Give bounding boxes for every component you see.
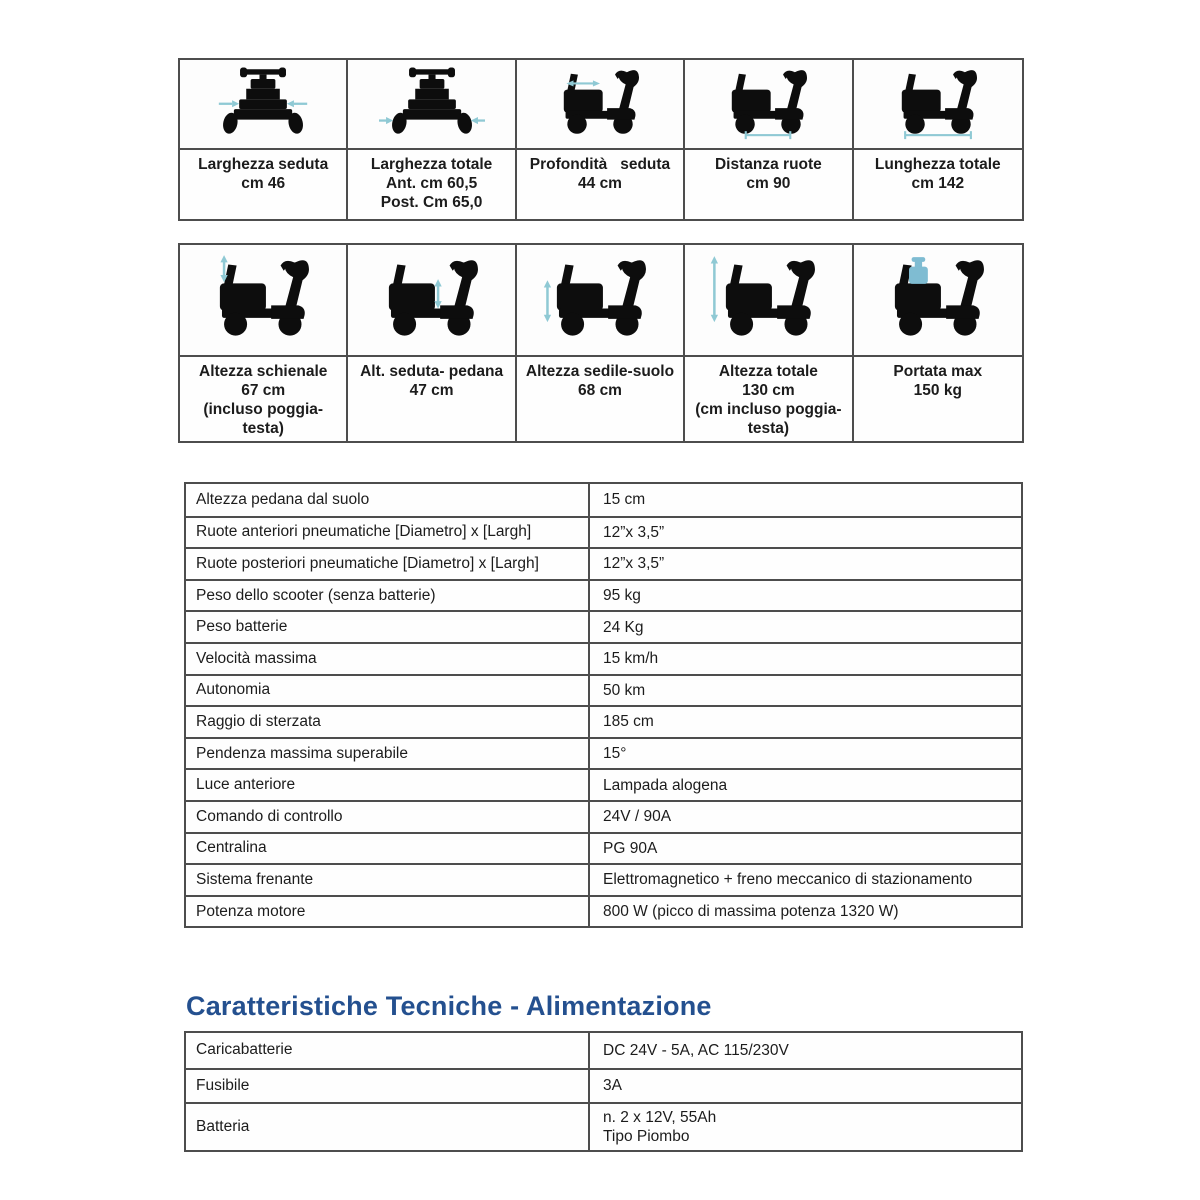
spec-value-line: n. 2 x 12V, 55Ah (603, 1109, 717, 1126)
section-heading-alimentazione: Caratteristiche Tecniche - Alimentazione (186, 991, 712, 1021)
scooter-side-total-height-icon (706, 253, 832, 348)
dimension-card-label (685, 150, 851, 219)
dimension-card-label (348, 357, 514, 441)
spec-row-label: Batteria (186, 1104, 590, 1150)
spec-row (186, 610, 1021, 642)
dimension-card (854, 245, 1022, 441)
dimension-card-line: 68 cm (578, 382, 622, 399)
dimension-card-line: cm 90 (746, 175, 791, 192)
dimension-card-line: Larghezza seduta (198, 156, 329, 173)
dimension-card (685, 60, 853, 219)
dimension-card (685, 245, 853, 441)
dimension-card-line: 150 kg (913, 382, 962, 399)
scooter-side-seat-ground-height-icon (537, 253, 663, 348)
spec-row-label: Ruote posteriori pneumatiche [Diametro] x [Largh] (186, 549, 590, 579)
dimension-card (854, 60, 1022, 219)
dimension-card (348, 245, 516, 441)
spec-row-value (590, 897, 1021, 927)
spec-row-value (590, 644, 1021, 674)
spec-value-line: 800 W (picco di massima potenza 1320 W) (603, 903, 899, 921)
spec-value-line: 50 km (603, 681, 646, 699)
spec-row (186, 547, 1021, 579)
dimension-card (517, 60, 685, 219)
spec-value-line: 12”x 3,5” (603, 555, 665, 573)
spec-row-value (590, 1033, 1021, 1068)
spec-row-label: Peso batterie (186, 612, 590, 642)
spec-value-line: 24V / 90A (603, 808, 672, 826)
spec-row-label: Pendenza massima superabile (186, 739, 590, 769)
scooter-side-wheel-distance-icon (715, 64, 821, 145)
dimension-card-label (180, 357, 346, 441)
spec-row-value (590, 518, 1021, 548)
spec-row (186, 579, 1021, 611)
dimension-card-line: cm 142 (911, 175, 965, 192)
power-spec-table (184, 1031, 1023, 1152)
dimension-card-label (517, 357, 683, 441)
spec-row (186, 516, 1021, 548)
dimension-card-line: Altezza totale (718, 363, 818, 380)
dimension-card-label (348, 150, 514, 219)
dimension-card-label (180, 150, 346, 219)
scooter-front-seat-width-icon (210, 64, 316, 145)
dimensions-table-row-2 (178, 243, 1024, 443)
spec-row-value (590, 770, 1021, 800)
spec-value-line: 95 kg (603, 587, 641, 605)
dimensions-table-row-1 (178, 58, 1024, 221)
dimension-card-line: 67 cm (241, 382, 286, 399)
dimension-card-line: Post. Cm 65,0 (380, 194, 483, 211)
dimension-card-line: (cm incluso poggia- (695, 401, 842, 418)
spec-row (186, 768, 1021, 800)
spec-row-value (590, 739, 1021, 769)
spec-row-value (590, 676, 1021, 706)
spec-row-value (590, 802, 1021, 832)
spec-row (186, 800, 1021, 832)
scooter-front-total-width-icon (379, 64, 485, 145)
dimension-card-line: Ant. cm 60,5 (385, 175, 478, 192)
spec-value-line: 3A (603, 1077, 622, 1095)
dimension-card-line: Distanza ruote (714, 156, 822, 173)
spec-row (186, 863, 1021, 895)
spec-row (186, 1068, 1021, 1103)
spec-row (186, 1033, 1021, 1068)
spec-row-label: Centralina (186, 834, 590, 864)
scooter-side-backrest-height-icon (200, 253, 326, 348)
dimension-card (348, 60, 516, 219)
spec-value-line: Tipo Piombo (603, 1128, 690, 1145)
dimension-card-line: 130 cm (742, 382, 795, 399)
spec-row-value (590, 549, 1021, 579)
spec-row-label: Luce anteriore (186, 770, 590, 800)
dimension-card-line: Alt. seduta- pedana (360, 363, 504, 380)
spec-row-label: Ruote anteriori pneumatiche [Diametro] x [Largh] (186, 518, 590, 548)
spec-value-line: 12”x 3,5” (603, 523, 665, 541)
technical-spec-table (184, 482, 1023, 928)
spec-row (186, 484, 1021, 516)
spec-row-value (590, 612, 1021, 642)
dimension-card-line: 44 cm (578, 175, 622, 192)
spec-row-label: Fusibile (186, 1070, 590, 1103)
spec-row-label: Potenza motore (186, 897, 590, 927)
scooter-side-seat-depth-icon (547, 64, 653, 145)
spec-row-value (590, 581, 1021, 611)
scooter-side-seat-footboard-height-icon (369, 253, 495, 348)
spec-row-label: Raggio di sterzata (186, 707, 590, 737)
spec-row-value (590, 707, 1021, 737)
spec-row-value (590, 1070, 1021, 1103)
dimension-card-line: Profondità seduta (529, 156, 671, 173)
spec-value-line: 15° (603, 745, 627, 763)
dimension-card-label (854, 150, 1022, 219)
scooter-side-max-load-icon (875, 253, 1001, 348)
spec-row-label: Velocità massima (186, 644, 590, 674)
spec-row (186, 832, 1021, 864)
spec-value-line: 15 cm (603, 491, 646, 509)
spec-value-line: 185 cm (603, 713, 654, 731)
spec-value-line: Lampada alogena (603, 776, 728, 794)
dimension-card (180, 245, 348, 441)
dimension-card-line: Portata max (893, 363, 983, 380)
spec-row-value (590, 865, 1021, 895)
dimension-card-line: Altezza sedile-suolo (525, 363, 675, 380)
scooter-side-total-length-icon (885, 64, 991, 145)
spec-row (186, 705, 1021, 737)
dimension-card-label (854, 357, 1022, 441)
spec-row (186, 737, 1021, 769)
spec-row-value (590, 1104, 1021, 1150)
spec-row (186, 674, 1021, 706)
dimension-card-line: Altezza schienale (199, 363, 328, 380)
spec-row-label: Peso dello scooter (senza batterie) (186, 581, 590, 611)
dimension-card-line: 47 cm (409, 382, 454, 399)
spec-value-line: 24 Kg (603, 618, 644, 636)
spec-row (186, 642, 1021, 674)
dimension-card-label (517, 150, 683, 219)
dimension-card (517, 245, 685, 441)
spec-row-label: Autonomia (186, 676, 590, 706)
dimension-card-label (685, 357, 851, 441)
spec-value-line: PG 90A (603, 839, 658, 857)
dimension-card-line: testa) (242, 420, 284, 437)
spec-value-line: DC 24V - 5A, AC 115/230V (603, 1041, 789, 1059)
dimension-card-line: cm 46 (241, 175, 286, 192)
spec-row (186, 1102, 1021, 1150)
spec-row-label: Caricabatterie (186, 1033, 590, 1068)
dimension-card-line: Larghezza totale (370, 156, 493, 173)
spec-row (186, 895, 1021, 927)
dimension-card-line: Lunghezza totale (874, 156, 1001, 173)
spec-row-label: Altezza pedana dal suolo (186, 484, 590, 516)
spec-row-label: Sistema frenante (186, 865, 590, 895)
spec-row-label: Comando di controllo (186, 802, 590, 832)
spec-value-line: Elettromagnetico + freno meccanico di stazionamento (603, 871, 973, 889)
dimension-card-line: (incluso poggia- (203, 401, 324, 418)
spec-row-value (590, 834, 1021, 864)
dimension-card (180, 60, 348, 219)
dimension-card-line: testa) (747, 420, 790, 437)
spec-row-value (590, 484, 1021, 516)
spec-value-line: 15 km/h (603, 650, 659, 668)
